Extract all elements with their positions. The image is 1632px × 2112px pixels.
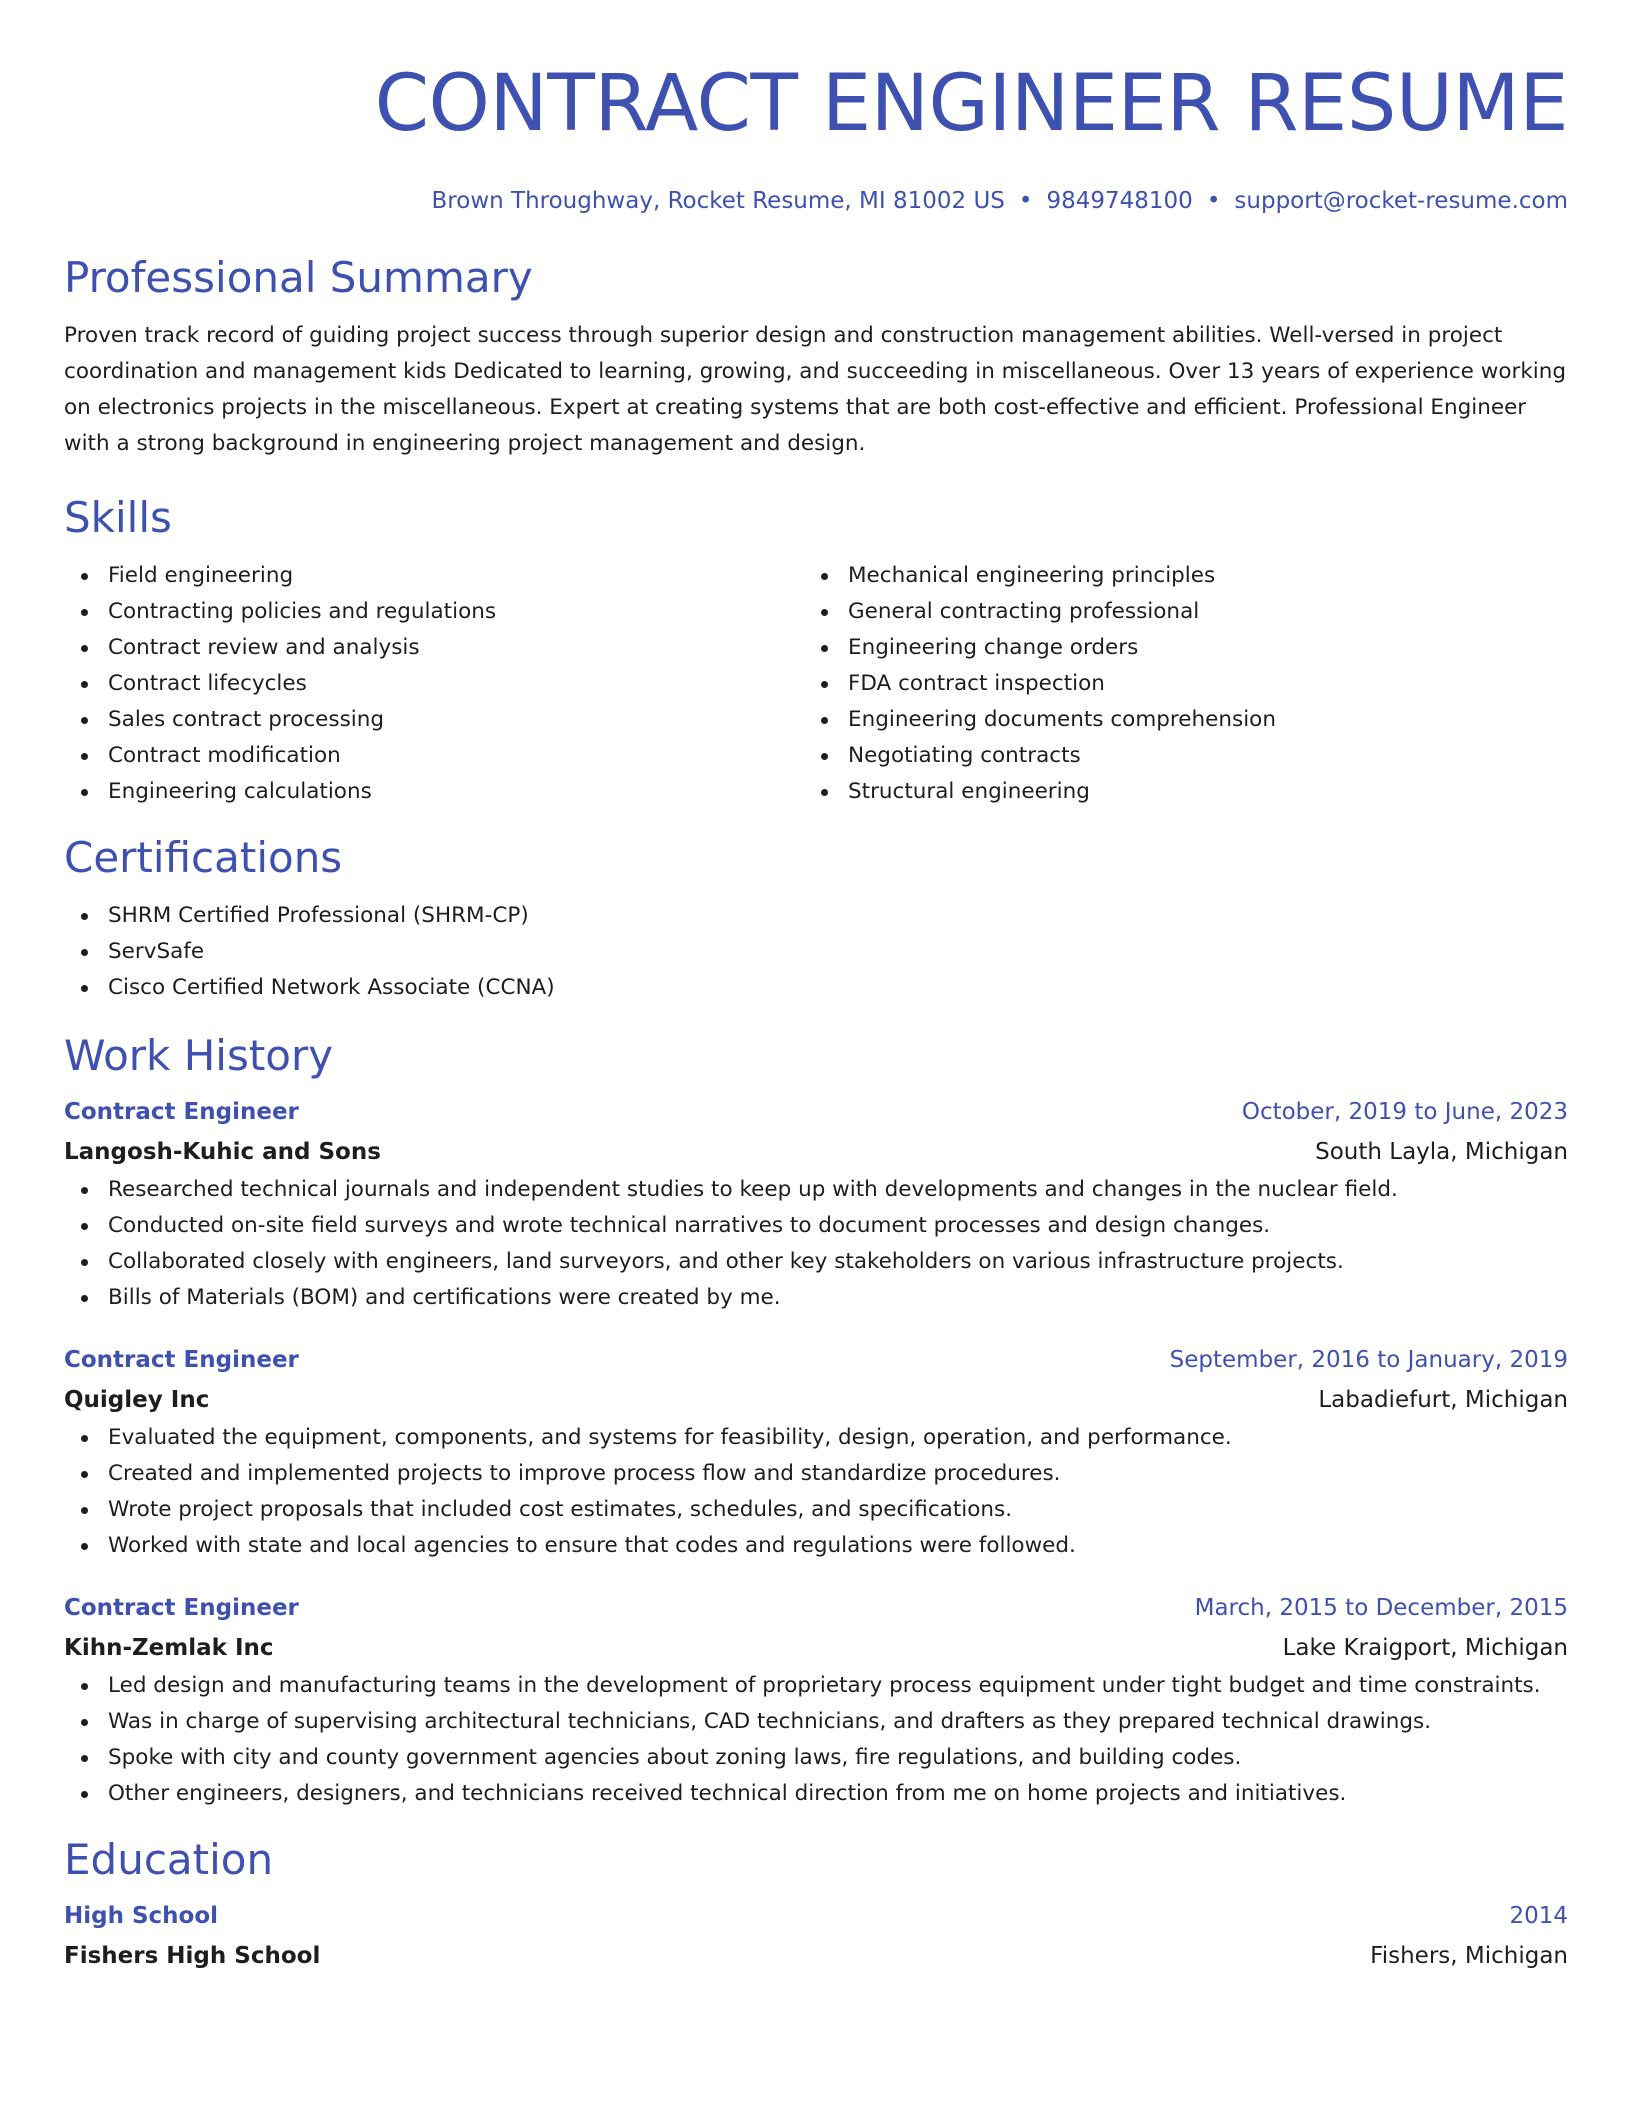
skill-item: Contract lifecycles — [64, 666, 804, 702]
job-bullet: Worked with state and local agencies to ensure that codes and regulations were followed. — [64, 1528, 1568, 1564]
contact-phone: 9849748100 — [1046, 188, 1193, 214]
skill-item: Structural engineering — [804, 774, 1544, 810]
skill-item: Contracting policies and regulations — [64, 594, 804, 630]
skill-item: Engineering change orders — [804, 630, 1544, 666]
education-header — [64, 1896, 1568, 1936]
job-company: Kihn-Zemlak Inc — [64, 1635, 274, 1661]
certification-item: ServSafe — [64, 934, 1568, 970]
education-subheader — [64, 1936, 1568, 1976]
education-title: Education — [64, 1835, 274, 1884]
job-header — [64, 1092, 1568, 1132]
job-company: Langosh-Kuhic and Sons — [64, 1139, 381, 1165]
skill-item: Engineering calculations — [64, 774, 804, 810]
certifications-title: Certifications — [64, 833, 343, 882]
job-bullet: Wrote project proposals that included cost estimates, schedules, and specifications. — [64, 1492, 1568, 1528]
job-bullet: Spoke with city and county government agencies about zoning laws, fire regulations, and building codes. — [64, 1740, 1568, 1776]
skill-item: Negotiating contracts — [804, 738, 1544, 774]
skill-item: Engineering documents comprehension — [804, 702, 1544, 738]
contact-line — [64, 186, 1568, 216]
education-entry — [64, 1896, 1568, 1976]
job-title: Contract Engineer — [64, 1347, 299, 1373]
skill-item: Contract modification — [64, 738, 804, 774]
skills-list-left — [64, 558, 804, 810]
job-bullet: Other engineers, designers, and technicians received technical direction from me on home projects and initiatives. — [64, 1776, 1568, 1812]
job-bullet: Researched technical journals and independent studies to keep up with developments and changes in the nuclear field. — [64, 1172, 1568, 1208]
certification-item: SHRM Certified Professional (SHRM-CP) — [64, 898, 1568, 934]
job-bullets — [64, 1420, 1568, 1564]
job-bullet: Conducted on-site field surveys and wrote technical narratives to document processes and design changes. — [64, 1208, 1568, 1244]
job-company: Quigley Inc — [64, 1387, 210, 1413]
job-subheader — [64, 1380, 1568, 1420]
certification-item: Cisco Certified Network Associate (CCNA) — [64, 970, 1568, 1006]
certifications-list — [64, 898, 1568, 1006]
job-subheader — [64, 1132, 1568, 1172]
job-location: Lake Kraigport, Michigan — [1282, 1635, 1568, 1661]
job-location: South Layla, Michigan — [1315, 1139, 1568, 1165]
job-bullets — [64, 1172, 1568, 1316]
job-title: Contract Engineer — [64, 1099, 299, 1125]
education-degree: High School — [64, 1903, 219, 1929]
skill-item: Field engineering — [64, 558, 804, 594]
job-bullet: Created and implemented projects to improve process flow and standardize procedures. — [64, 1456, 1568, 1492]
job-header — [64, 1588, 1568, 1628]
skills-list-right — [804, 558, 1544, 810]
job-entry — [64, 1340, 1568, 1564]
job-bullets — [64, 1668, 1568, 1812]
education-year: 2014 — [1509, 1903, 1568, 1929]
contact-email: support@rocket-resume.com — [1234, 188, 1568, 214]
job-dates: October, 2019 to June, 2023 — [1241, 1099, 1568, 1125]
work-history-title: Work History — [64, 1031, 334, 1080]
skill-item: Mechanical engineering principles — [804, 558, 1544, 594]
contact-address: Brown Throughway, Rocket Resume, MI 81002 US — [431, 188, 1005, 214]
summary-title: Professional Summary — [64, 253, 533, 302]
education-location: Fishers, Michigan — [1370, 1943, 1568, 1969]
job-entry — [64, 1092, 1568, 1316]
job-dates: March, 2015 to December, 2015 — [1194, 1595, 1568, 1621]
job-subheader — [64, 1628, 1568, 1668]
job-bullet: Led design and manufacturing teams in the development of proprietary process equipment under tight budget and time constraints. — [64, 1668, 1568, 1704]
job-location: Labadiefurt, Michigan — [1318, 1387, 1568, 1413]
skills-title: Skills — [64, 493, 172, 542]
skill-item: General contracting professional — [804, 594, 1544, 630]
skill-item: Contract review and analysis — [64, 630, 804, 666]
job-bullet: Collaborated closely with engineers, land surveyors, and other key stakeholders on various infrastructure projects. — [64, 1244, 1568, 1280]
job-title: Contract Engineer — [64, 1595, 299, 1621]
contact-separator: • — [1206, 188, 1221, 214]
summary-text: Proven track record of guiding project success through superior design and construction management abilities. Well-versed in project coordination and management kids Dedicated to learning, growing, and succeeding in miscellaneous. Over 13 years of experience working on electronics projects in the miscellaneous. Expert at creating systems that are both cost-effective and efficient. Professional Engineer with a strong background in engineering project management and design. — [64, 323, 1567, 456]
skill-item: Sales contract processing — [64, 702, 804, 738]
job-header — [64, 1340, 1568, 1380]
education-school: Fishers High School — [64, 1943, 321, 1969]
job-bullet: Was in charge of supervising architectural technicians, CAD technicians, and drafters as they prepared technical drawings. — [64, 1704, 1568, 1740]
resume-name: CONTRACT ENGINEER RESUME — [374, 59, 1568, 149]
job-dates: September, 2016 to January, 2019 — [1169, 1347, 1568, 1373]
job-bullet: Evaluated the equipment, components, and systems for feasibility, design, operation, and performance. — [64, 1420, 1568, 1456]
contact-separator: • — [1018, 188, 1033, 214]
skills-grid — [64, 558, 1568, 810]
job-entry — [64, 1588, 1568, 1812]
job-bullet: Bills of Materials (BOM) and certifications were created by me. — [64, 1280, 1568, 1316]
skill-item: FDA contract inspection — [804, 666, 1544, 702]
